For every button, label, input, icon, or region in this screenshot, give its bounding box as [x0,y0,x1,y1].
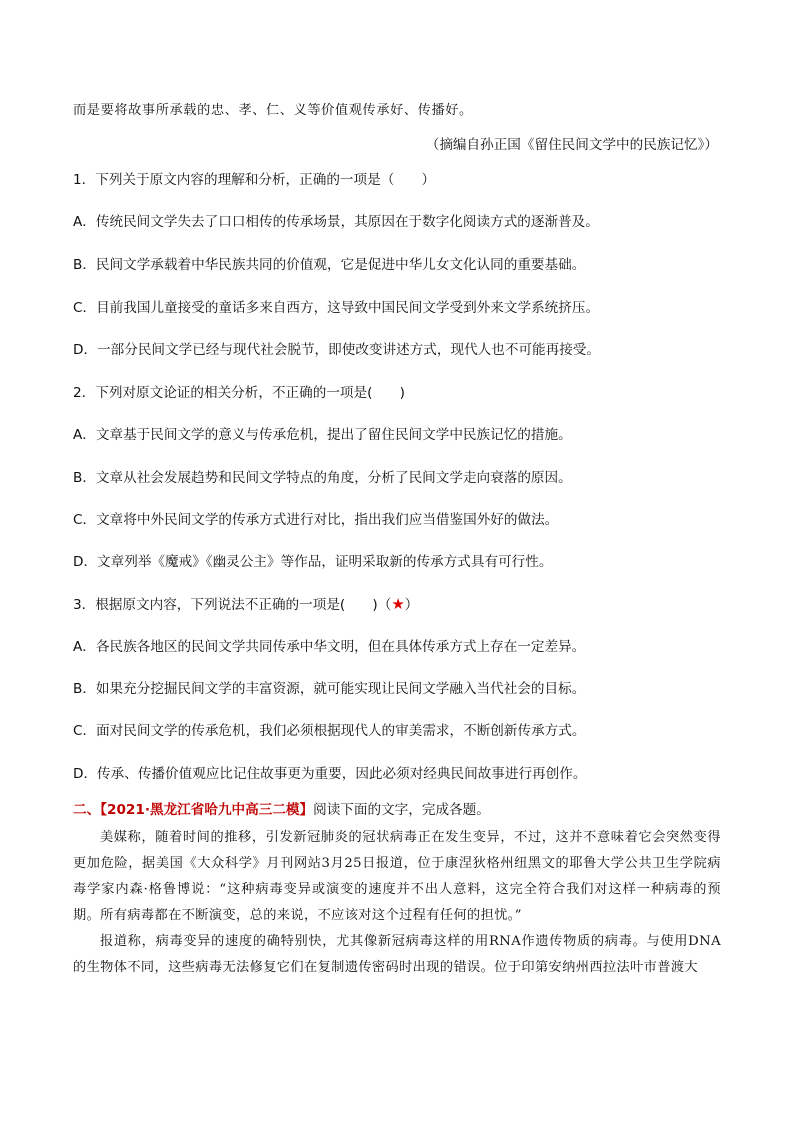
question-3-stem: 3．根据原文内容，下列说法不正确的一项是( )（ [73,597,392,613]
question-1-option-a: A．传统民间文学失去了口口相传的传承场景，其原因在于数字化阅读方式的逐渐普及。 [73,214,599,230]
question-1-option-d: D．一部分民间文学已经与现代社会脱节，即使改变讲述方式，现代人也不可能再接受。 [73,342,601,358]
section-2-source-tag: 【2021·黑龙江省哈九中高三二模】 [100,802,314,818]
source-note: （摘编自孙正国《留住民间文学中的民族记忆》） [425,137,718,153]
question-2-option-c: C．文章将中外民间文学的传承方式进行对比，指出我们应当借鉴国外好的做法。 [73,512,559,528]
question-3-option-c: C．面对民间文学的传承危机，我们必须根据现代人的审美需求，不断创新传承方式。 [73,723,586,739]
question-2-option-b: B．文章从社会发展趋势和民间文学特点的角度，分析了民间文学走向衰落的原因。 [73,470,572,486]
question-2-stem: 2．下列对原文论证的相关分析，不正确的一项是( ) [73,385,405,401]
question-1-stem: 1．下列关于原文内容的理解和分析，正确的一项是（ ） [73,172,436,188]
article-paragraph-2: 报道称，病毒变异的速度的确特别快，尤其像新冠病毒这样的用RNA作遗传物质的病毒。与使用DNA的生物体不同，这些病毒无法修复它们在复制遗传密码时出现的错误。位于印第安纳州西拉法叶市普渡大 [73,934,721,975]
question-2-option-a: A．文章基于民间文学的意义与传承危机，提出了留住民间文学中民族记忆的措施。 [73,427,572,443]
question-1-option-b: B．民间文学承载着中华民族共同的价值观，它是促进中华儿女文化认同的重要基础。 [73,257,586,273]
article-paragraph-1: 美媒称，随着时间的推移，引发新冠肺炎的冠状病毒正在发生变异，不过，这并不意味着它会突然变得更加危险，据美国《大众科学》月刊网站3月25日报道，位于康涅狄格州纽黑文的耶鲁大学公共卫生学院病毒学家内森·格鲁博说：“这种病毒变异或演变的速度并不出人意料，这完全符合我们对这样一种病毒的预期。所有病毒都在不断演变，总的来说，不应该对这个过程有任何的担忧。” [73,830,721,923]
article-body [73,825,721,981]
question-3-option-d: D．传承、传播价值观应比记住故事更为重要，因此必须对经典民间故事进行再创作。 [73,766,587,782]
intro-tail-line: 而是要将故事所承载的忠、孝、仁、义等价值观传承好、传播好。 [73,103,473,118]
question-3-stem-end: ） [404,597,419,613]
question-3-stem-line [73,594,418,615]
question-3-option-a: A．各民族各地区的民间文学共同传承中华文明，但在具体传承方式上存在一定差异。 [73,639,586,655]
section-2-instruction: 阅读下面的文字，完成各题。 [313,802,490,818]
star-icon: ★ [391,595,405,613]
section-2-prefix: 二、 [73,802,101,818]
section-2-heading [73,800,490,820]
question-1-option-c: C．目前我国儿童接受的童话多来自西方，这导致中国民间文学受到外来文学系统挤压。 [73,300,600,316]
question-2-option-d: D．文章列举《魔戒》《幽灵公主》等作品，证明采取新的传承方式具有可行性。 [73,554,553,570]
question-3-option-b: B．如果充分挖掘民间文学的丰富资源，就可能实现让民间文学融入当代社会的目标。 [73,681,586,697]
